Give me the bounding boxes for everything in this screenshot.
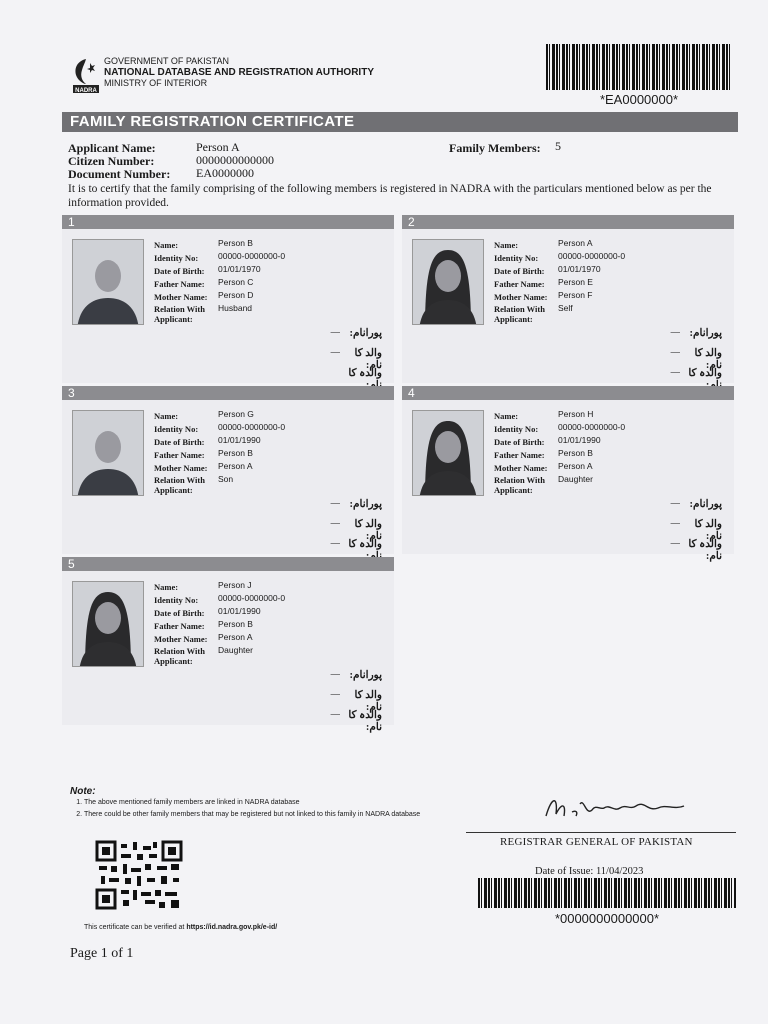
name-label: Name: bbox=[494, 240, 519, 250]
page-number: Page 1 of 1 bbox=[70, 946, 134, 961]
family-members-count: 5 bbox=[555, 139, 561, 153]
document-barcode bbox=[546, 44, 732, 90]
member-number: 2 bbox=[408, 215, 415, 229]
member-father: Person B bbox=[218, 448, 253, 458]
urdu-father: — bbox=[330, 347, 340, 358]
member-number: 5 bbox=[68, 557, 75, 571]
father-label: Father Name: bbox=[154, 621, 205, 631]
member-dob: 01/01/1970 bbox=[218, 264, 261, 274]
member-card bbox=[402, 215, 734, 383]
verification-text bbox=[84, 924, 277, 931]
member-relation: Self bbox=[558, 303, 573, 313]
urdu-name-label: پورانام: bbox=[689, 499, 722, 510]
verify-prefix: This certificate can be verified at bbox=[84, 924, 187, 931]
field-values bbox=[558, 237, 728, 324]
member-relation: Son bbox=[218, 474, 234, 484]
logo-text: NADRA bbox=[75, 88, 97, 94]
member-mother: Person F bbox=[558, 290, 593, 300]
member-card-body bbox=[402, 229, 734, 383]
identity-label: Identity No: bbox=[494, 424, 539, 434]
member-relation: Daughter bbox=[558, 474, 593, 484]
urdu-details bbox=[202, 669, 382, 733]
father-label: Father Name: bbox=[154, 279, 205, 289]
mother-label: Mother Name: bbox=[154, 634, 208, 644]
member-mother: Person A bbox=[218, 632, 253, 642]
member-dob: 01/01/1990 bbox=[218, 435, 261, 445]
name-label: Name: bbox=[494, 411, 519, 421]
member-mother: Person A bbox=[558, 461, 593, 471]
father-label: Father Name: bbox=[154, 450, 205, 460]
urdu-mother-label: والدہ کا bbox=[348, 368, 382, 379]
member-identity: 00000-0000000-0 bbox=[218, 251, 286, 261]
dob-label: Date of Birth: bbox=[154, 608, 205, 618]
urdu-father-label: والد کا نام: bbox=[354, 690, 382, 713]
urdu-father: — bbox=[670, 347, 680, 358]
member-number: 4 bbox=[408, 386, 415, 400]
urdu-mother-label: والدہ کا bbox=[688, 368, 722, 379]
member-relation: Daughter bbox=[218, 645, 253, 655]
member-mother: Person D bbox=[218, 290, 254, 300]
urdu-mother-label: والدہ کا نام: bbox=[688, 539, 722, 562]
member-photo bbox=[412, 239, 484, 325]
citizen-number: 0000000000000 bbox=[196, 153, 274, 167]
member-card-header bbox=[62, 215, 394, 229]
urdu-mother bbox=[240, 367, 340, 387]
urdu-details bbox=[542, 327, 722, 387]
member-card bbox=[62, 386, 394, 554]
urdu-father: — bbox=[330, 518, 340, 529]
urdu-mother: — bbox=[330, 538, 340, 549]
relation-label: Relation With Applicant: bbox=[494, 304, 545, 324]
registrar-title: REGISTRAR GENERAL OF PAKISTAN bbox=[500, 836, 693, 848]
relation-label: Relation With Applicant: bbox=[494, 475, 545, 495]
urdu-mother: — bbox=[670, 367, 680, 378]
member-father: Person C bbox=[218, 277, 254, 287]
gov-line-2: NATIONAL DATABASE AND REGISTRATION AUTHORITY bbox=[104, 67, 374, 78]
member-mother: Person A bbox=[218, 461, 253, 471]
urdu-father-label: والد کا نام: bbox=[354, 519, 382, 542]
field-labels bbox=[494, 239, 558, 326]
member-name: Person A bbox=[558, 238, 593, 248]
urdu-name: — bbox=[670, 327, 680, 338]
urdu-father-label: والد کا نام: bbox=[694, 519, 722, 542]
member-card-body bbox=[402, 400, 734, 562]
relation-label: Relation With Applicant: bbox=[154, 304, 205, 324]
identity-label: Identity No: bbox=[154, 253, 199, 263]
identity-label: Identity No: bbox=[154, 424, 199, 434]
member-photo bbox=[412, 410, 484, 496]
father-label: Father Name: bbox=[494, 450, 545, 460]
member-card-body bbox=[62, 400, 394, 554]
member-card-header bbox=[402, 215, 734, 229]
member-father: Person B bbox=[218, 619, 253, 629]
name-label: Name: bbox=[154, 582, 179, 592]
urdu-mother-label: والدہ کا نام: bbox=[348, 710, 382, 733]
member-number: 1 bbox=[68, 215, 75, 229]
urdu-details bbox=[542, 498, 722, 562]
urdu-father: — bbox=[330, 689, 340, 700]
note-section bbox=[70, 786, 420, 823]
urdu-mother-label: والدہ کا bbox=[348, 539, 382, 550]
member-card bbox=[62, 557, 394, 733]
name-label: Name: bbox=[154, 411, 179, 421]
page-title: FAMILY REGISTRATION CERTIFICATE bbox=[70, 113, 355, 130]
relation-label: Relation With Applicant: bbox=[154, 646, 205, 666]
identity-label: Identity No: bbox=[154, 595, 199, 605]
member-father: Person B bbox=[558, 448, 593, 458]
dob-label: Date of Birth: bbox=[494, 437, 545, 447]
urdu-details bbox=[202, 327, 382, 387]
urdu-name-label: پورانام: bbox=[349, 499, 382, 510]
member-card-header bbox=[402, 386, 734, 400]
father-label: Father Name: bbox=[494, 279, 545, 289]
note-item: 1. The above mentioned family members are linked in NADRA database bbox=[84, 799, 420, 806]
mother-label: Mother Name: bbox=[494, 292, 548, 302]
citizen-barcode-text: *0000000000000* bbox=[554, 911, 660, 926]
identity-label: Identity No: bbox=[494, 253, 539, 263]
dob-label: Date of Birth: bbox=[154, 266, 205, 276]
applicant-name: Person A bbox=[196, 140, 240, 154]
gov-line-1: GOVERNMENT OF PAKISTAN bbox=[104, 56, 230, 66]
member-number: 3 bbox=[68, 386, 75, 400]
urdu-name: — bbox=[330, 669, 340, 680]
certification-statement: It is to certify that the family comprising of the following members is registered in NADRA with the particulars mentioned below as per the information provided. bbox=[68, 183, 712, 209]
member-card-body bbox=[62, 229, 394, 383]
urdu-name: — bbox=[670, 498, 680, 509]
member-card bbox=[402, 386, 734, 562]
gov-line-3: MINISTRY OF INTERIOR bbox=[104, 78, 208, 88]
member-identity: 00000-0000000-0 bbox=[558, 422, 626, 432]
field-values bbox=[218, 579, 388, 666]
member-name: Person B bbox=[218, 238, 253, 248]
name-label: Name: bbox=[154, 240, 179, 250]
verification-qr-code[interactable] bbox=[95, 840, 183, 910]
field-values bbox=[558, 408, 728, 495]
nadra-logo-icon bbox=[70, 57, 102, 95]
member-identity: 00000-0000000-0 bbox=[558, 251, 626, 261]
member-dob: 01/01/1990 bbox=[218, 606, 261, 616]
signature-line bbox=[466, 832, 736, 833]
urdu-details bbox=[202, 498, 382, 558]
issuing-authority bbox=[104, 56, 374, 89]
member-dob: 01/01/1970 bbox=[558, 264, 601, 274]
urdu-mother: — bbox=[670, 538, 680, 549]
urdu-father-label: والد کا نام: bbox=[354, 348, 382, 371]
title-banner bbox=[62, 112, 738, 132]
field-labels bbox=[154, 581, 218, 668]
field-labels bbox=[154, 410, 218, 497]
mother-label: Mother Name: bbox=[154, 463, 208, 473]
member-photo bbox=[72, 410, 144, 496]
field-labels bbox=[494, 410, 558, 497]
document-number: EA0000000 bbox=[196, 166, 254, 180]
field-values bbox=[218, 408, 388, 495]
urdu-father-label: والد کا نام: bbox=[694, 348, 722, 371]
urdu-name-label: پورانام: bbox=[349, 328, 382, 339]
member-relation: Husband bbox=[218, 303, 253, 313]
member-photo bbox=[72, 239, 144, 325]
document-number-label: Document Number: bbox=[68, 167, 171, 181]
mother-label: Mother Name: bbox=[154, 292, 208, 302]
mother-label: Mother Name: bbox=[494, 463, 548, 473]
member-identity: 00000-0000000-0 bbox=[218, 422, 286, 432]
registrar-signature bbox=[540, 790, 690, 826]
citizen-barcode bbox=[478, 878, 736, 908]
family-members-label: Family Members: bbox=[449, 141, 541, 155]
citizen-number-label: Citizen Number: bbox=[68, 154, 155, 168]
member-name: Person H bbox=[558, 409, 594, 419]
urdu-mother: — bbox=[330, 709, 340, 720]
applicant-name-label: Applicant Name: bbox=[68, 141, 156, 155]
document-barcode-text: *EA0000000* bbox=[599, 92, 679, 107]
urdu-name-label: پورانام: bbox=[689, 328, 722, 339]
member-name: Person G bbox=[218, 409, 254, 419]
urdu-name: — bbox=[330, 498, 340, 509]
member-photo bbox=[72, 581, 144, 667]
urdu-name-label: پورانام: bbox=[349, 670, 382, 681]
field-values bbox=[218, 237, 388, 324]
member-identity: 00000-0000000-0 bbox=[218, 593, 286, 603]
member-card-header bbox=[62, 557, 394, 571]
note-title: Note: bbox=[70, 786, 96, 797]
issue-date: Date of Issue: 11/04/2023 bbox=[535, 866, 644, 877]
member-father: Person E bbox=[558, 277, 593, 287]
field-labels bbox=[154, 239, 218, 326]
note-item: 2. There could be other family members that may be registered but not linked to this family in NADRA database bbox=[84, 811, 420, 818]
member-card-header bbox=[62, 386, 394, 400]
urdu-name: — bbox=[330, 327, 340, 338]
dob-label: Date of Birth: bbox=[494, 266, 545, 276]
member-dob: 01/01/1990 bbox=[558, 435, 601, 445]
urdu-father: — bbox=[670, 518, 680, 529]
relation-label: Relation With Applicant: bbox=[154, 475, 205, 495]
member-name: Person J bbox=[218, 580, 252, 590]
verify-link[interactable]: https://id.nadra.gov.pk/e-id/ bbox=[186, 924, 278, 931]
dob-label: Date of Birth: bbox=[154, 437, 205, 447]
member-card-body bbox=[62, 571, 394, 733]
member-card bbox=[62, 215, 394, 383]
